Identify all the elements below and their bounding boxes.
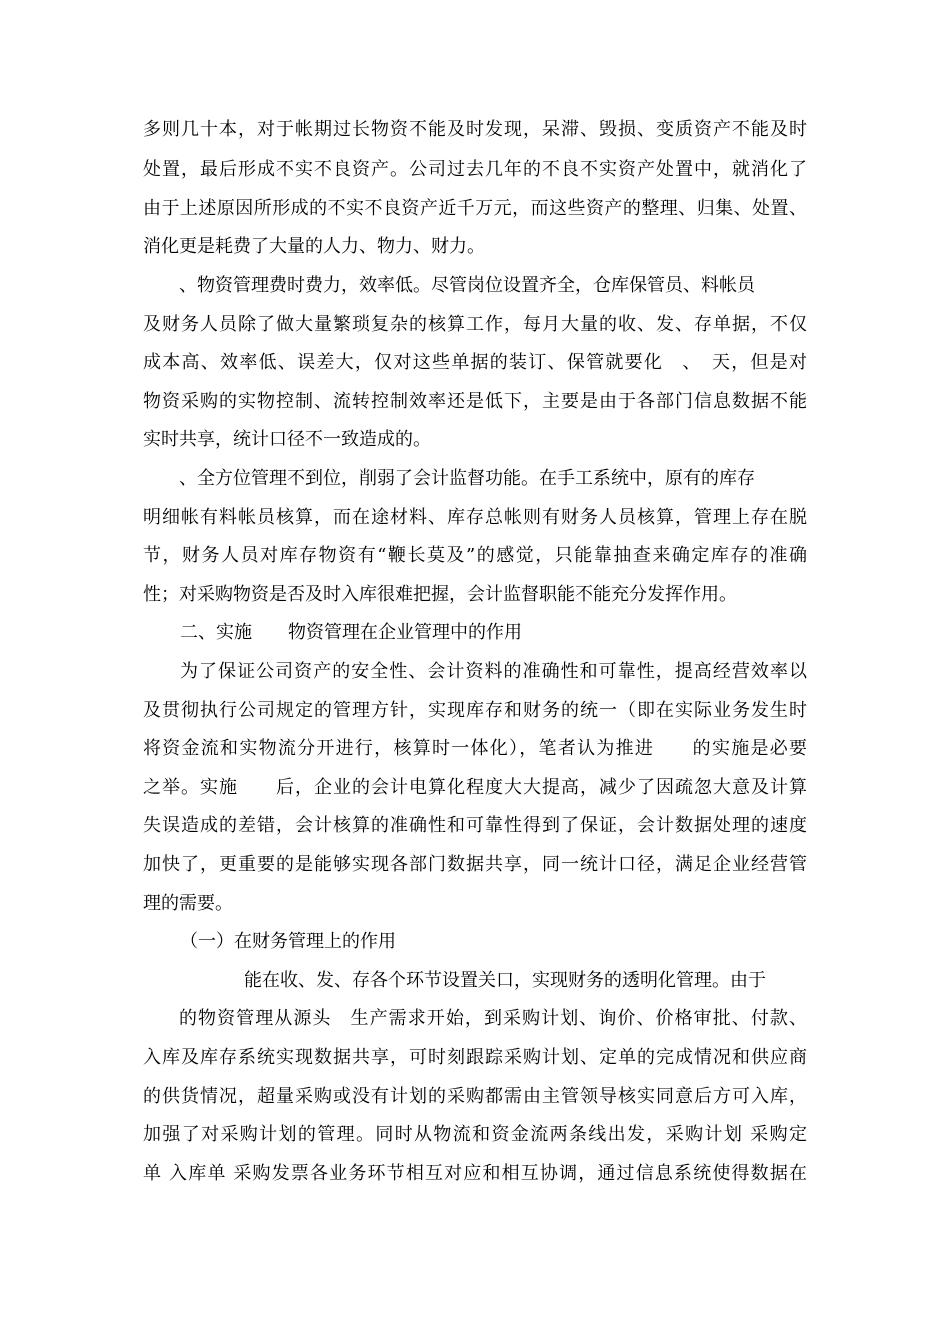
text-line: 及贯彻执行公司规定的管理方针，实现库存和财务的统一（即在实际业务发生时 [143, 700, 807, 721]
text-line: 由于上述原因所形成的不实不良资产近千万元，而这些资产的整理、归集、处置、 [143, 198, 807, 219]
text-line: 理的需要。 [143, 893, 233, 914]
text-line: 明细帐有料帐员核算，而在途材料、库存总帐则有财务人员核算，管理上存在脱 [143, 507, 807, 528]
section-heading: 二、实施 物资管理在企业管理中的作用 [180, 622, 522, 643]
text-line: 消化更是耗费了大量的人力、物力、财力。 [143, 236, 485, 257]
text-line: 之举。实施 后，企业的会计电算化程度大大提高，减少了因疏忽大意及计算 [143, 777, 807, 798]
text-line: 物资采购的实物控制、流转控制效率还是低下，主要是由于各部门信息数据不能 [143, 391, 807, 412]
text-line: 节，财务人员对库存物资有“鞭长莫及”的感觉，只能靠抽查来确定库存的准确 [143, 545, 807, 566]
text-line: 、物资管理费时费力，效率低。尽管岗位设置齐全，仓库保管员、料帐员 [179, 275, 755, 296]
text-line: 的物资管理从源头 生产需求开始，到采购计划、询价、价格审批、付款、 [179, 1008, 807, 1029]
text-line: 的供货情况，超量采购或没有计划的采购都需由主管领导核实同意后方可入库， [143, 1086, 807, 1107]
text-line: 处置，最后形成不实不良资产。公司过去几年的不良不实资产处置中，就消化了 [143, 159, 807, 180]
text-line: 能在收、发、存各个环节设置关口，实现财务的透明化管理。由于 [244, 970, 766, 991]
text-line: 失误造成的差错，会计核算的准确性和可靠性得到了保证，会计数据处理的速度 [143, 815, 807, 836]
text-line: 、全方位管理不到位，削弱了会计监督功能。在手工系统中，原有的库存 [179, 468, 755, 489]
text-line: 加强了对采购计划的管理。同时从物流和资金流两条线出发，采购计划 采购定 [143, 1124, 807, 1145]
text-line: 为了保证公司资产的安全性、会计资料的准确性和可靠性，提高经营效率以 [180, 661, 807, 682]
text-line: 单 入库单 采购发票各业务环节相互对应和相互协调，通过信息系统使得数据在 [143, 1163, 807, 1184]
text-line: 性；对采购物资是否及时入库很难把握，会计监督职能不能充分发挥作用。 [143, 584, 737, 605]
text-line: 成本高、效率低、误差大，仅对这些单据的装订、保管就要化 、 天，但是对 [143, 352, 807, 373]
subsection-heading: （一）在财务管理上的作用 [180, 931, 396, 952]
text-line: 多则几十本，对于帐期过长物资不能及时发现，呆滞、毁损、变质资产不能及时 [143, 119, 807, 140]
text-line: 加快了，更重要的是能够实现各部门数据共享，同一统计口径，满足企业经营管 [143, 854, 807, 875]
text-line: 将资金流和实物流分开进行，核算时一体化），笔者认为推进 的实施是必要 [143, 738, 807, 759]
text-line: 入库及库存系统实现数据共享，可时刻跟踪采购计划、定单的完成情况和供应商 [143, 1047, 807, 1068]
text-line: 及财务人员除了做大量繁琐复杂的核算工作，每月大量的收、发、存单据，不仅 [143, 314, 807, 335]
text-line: 实时共享，统计口径不一致造成的。 [143, 429, 431, 450]
